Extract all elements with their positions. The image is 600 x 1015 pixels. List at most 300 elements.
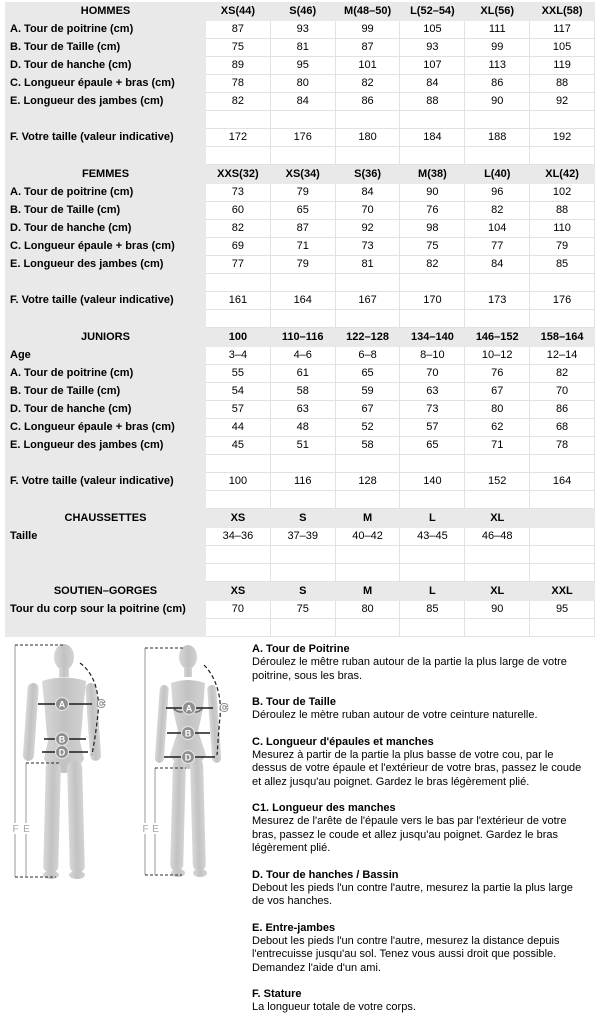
size-table-row (6, 129, 595, 147)
size-table-row (6, 274, 595, 292)
value-cell: 61 (270, 365, 335, 383)
svg-text:C: C (220, 703, 228, 714)
svg-text:A: A (58, 699, 66, 710)
value-cell (400, 491, 465, 509)
size-header-cell: M(48–50) (335, 3, 400, 21)
size-header-cell: S (270, 583, 335, 601)
measurement-figures (0, 641, 252, 896)
value-cell: 48 (270, 419, 335, 437)
size-table-femmes (5, 165, 595, 328)
size-header-cell: XL(42) (530, 166, 595, 184)
size-header-cell: S(46) (270, 3, 335, 21)
value-cell (206, 310, 271, 328)
size-header-cell: XS(34) (270, 166, 335, 184)
size-header-cell: XXL(58) (530, 3, 595, 21)
value-cell: 62 (465, 419, 530, 437)
size-header-cell: XXS(32) (206, 166, 271, 184)
value-cell (465, 564, 530, 582)
value-cell (465, 111, 530, 129)
size-table-row (6, 383, 595, 401)
value-cell: 99 (335, 21, 400, 39)
value-cell: 69 (206, 238, 271, 256)
size-header-cell: 134–140 (400, 329, 465, 347)
value-cell: 8–10 (400, 347, 465, 365)
value-cell: 65 (270, 202, 335, 220)
value-cell: 67 (335, 401, 400, 419)
value-cell: 54 (206, 383, 271, 401)
value-cell: 102 (530, 184, 595, 202)
value-cell: 170 (400, 292, 465, 310)
size-table-row (6, 564, 595, 582)
size-table-header-row (6, 3, 595, 21)
value-cell: 80 (335, 601, 400, 619)
size-table-row (6, 202, 595, 220)
row-label-cell: Taille (6, 528, 206, 546)
value-cell: 128 (335, 473, 400, 491)
value-cell (530, 564, 595, 582)
value-cell: 78 (206, 75, 271, 93)
value-cell: 80 (465, 401, 530, 419)
value-cell: 172 (206, 129, 271, 147)
value-cell (335, 455, 400, 473)
size-header-cell: S (270, 510, 335, 528)
instruction-title: A. Tour de Poitrine (252, 643, 350, 655)
value-cell: 73 (400, 401, 465, 419)
row-label-cell: E. Longueur des jambes (cm) (6, 256, 206, 274)
size-header-cell: L (400, 510, 465, 528)
value-cell: 93 (400, 39, 465, 57)
value-cell: 67 (465, 383, 530, 401)
size-header-cell (530, 510, 595, 528)
value-cell: 51 (270, 437, 335, 455)
value-cell: 88 (400, 93, 465, 111)
value-cell: 81 (335, 256, 400, 274)
value-cell: 4–6 (270, 347, 335, 365)
size-table-row (6, 57, 595, 75)
value-cell: 59 (335, 383, 400, 401)
value-cell: 6–8 (335, 347, 400, 365)
value-cell (206, 564, 271, 582)
size-table-row (6, 21, 595, 39)
table-title-cell: FEMMES (6, 166, 206, 184)
value-cell: 58 (335, 437, 400, 455)
row-label-cell: E. Longueur des jambes (cm) (6, 437, 206, 455)
size-table-soutien-gorges (5, 582, 595, 637)
value-cell (530, 491, 595, 509)
value-cell: 98 (400, 220, 465, 238)
value-cell: 99 (465, 39, 530, 57)
size-table-row (6, 75, 595, 93)
value-cell (270, 491, 335, 509)
value-cell: 43–45 (400, 528, 465, 546)
size-header-cell: XS (206, 583, 271, 601)
size-header-cell: M(38) (400, 166, 465, 184)
size-table-row (6, 365, 595, 383)
value-cell: 76 (465, 365, 530, 383)
value-cell: 90 (465, 601, 530, 619)
value-cell: 65 (335, 365, 400, 383)
value-cell (530, 274, 595, 292)
row-label-cell: F. Votre taille (valeur indicative) (6, 129, 206, 147)
row-label-cell (6, 111, 206, 129)
row-label-cell (6, 546, 206, 564)
value-cell (335, 147, 400, 165)
value-cell: 57 (206, 401, 271, 419)
value-cell: 92 (530, 93, 595, 111)
value-cell (335, 111, 400, 129)
size-table-header-row (6, 329, 595, 347)
svg-text:D: D (184, 752, 192, 763)
svg-text:C: C (97, 699, 105, 710)
value-cell (400, 147, 465, 165)
size-header-cell: 100 (206, 329, 271, 347)
svg-text:F: F (12, 824, 19, 835)
value-cell: 92 (335, 220, 400, 238)
table-title-cell: SOUTIEN–GORGES (6, 583, 206, 601)
svg-text:D: D (58, 747, 66, 758)
value-cell: 71 (465, 437, 530, 455)
value-cell: 173 (465, 292, 530, 310)
value-cell: 184 (400, 129, 465, 147)
size-header-cell: 146–152 (465, 329, 530, 347)
value-cell (206, 619, 271, 637)
size-table-row (6, 419, 595, 437)
value-cell (335, 491, 400, 509)
value-cell: 176 (270, 129, 335, 147)
size-table-row (6, 437, 595, 455)
row-label-cell (6, 455, 206, 473)
value-cell: 44 (206, 419, 271, 437)
row-label-cell: C. Longueur épaule + bras (cm) (6, 419, 206, 437)
size-header-cell: L(52–54) (400, 3, 465, 21)
value-cell: 78 (530, 437, 595, 455)
value-cell (270, 310, 335, 328)
value-cell: 70 (530, 383, 595, 401)
value-cell (465, 274, 530, 292)
size-table-row (6, 528, 595, 546)
size-header-cell: XS (206, 510, 271, 528)
value-cell: 80 (270, 75, 335, 93)
value-cell (400, 546, 465, 564)
size-header-cell: S(36) (335, 166, 400, 184)
row-label-cell (6, 619, 206, 637)
instruction-body: Déroulez le mêtre ruban autour de la partie la plus large de votre poitrine, sous les bras. (252, 656, 567, 682)
size-table-row (6, 401, 595, 419)
table-title-cell: CHAUSSETTES (6, 510, 206, 528)
value-cell: 73 (206, 184, 271, 202)
instruction-title: C. Longueur d'épaules et manches (252, 735, 434, 748)
value-cell: 90 (465, 93, 530, 111)
value-cell: 58 (270, 383, 335, 401)
value-cell (270, 619, 335, 637)
value-cell: 90 (400, 184, 465, 202)
value-cell: 40–42 (335, 528, 400, 546)
row-label-cell: D. Tour de hanche (cm) (6, 401, 206, 419)
instruction-title: B. Tour de Taille (252, 696, 336, 708)
value-cell: 86 (335, 93, 400, 111)
value-cell: 113 (465, 57, 530, 75)
size-table-row (6, 546, 595, 564)
value-cell (400, 619, 465, 637)
value-cell: 71 (270, 238, 335, 256)
value-cell (465, 619, 530, 637)
male-silhouette (23, 644, 105, 879)
value-cell (530, 310, 595, 328)
size-table-hommes (5, 2, 595, 165)
instruction-body: La longueur totale de votre corps. (252, 1001, 416, 1013)
value-cell: 88 (530, 202, 595, 220)
value-cell: 111 (465, 21, 530, 39)
value-cell (270, 546, 335, 564)
value-cell (465, 310, 530, 328)
size-header-cell: XXL (530, 583, 595, 601)
value-cell: 63 (270, 401, 335, 419)
value-cell: 93 (270, 21, 335, 39)
value-cell (530, 528, 595, 546)
value-cell: 84 (465, 256, 530, 274)
value-cell: 76 (400, 202, 465, 220)
value-cell: 105 (530, 39, 595, 57)
value-cell: 164 (530, 473, 595, 491)
size-table-juniors (5, 328, 595, 509)
instruction-title: F. Stature (252, 988, 302, 1000)
value-cell (465, 491, 530, 509)
value-cell (335, 619, 400, 637)
value-cell (335, 546, 400, 564)
value-cell (270, 147, 335, 165)
size-header-cell: L (400, 583, 465, 601)
value-cell: 104 (465, 220, 530, 238)
row-label-cell: A. Tour de poitrine (cm) (6, 365, 206, 383)
svg-text:B: B (184, 728, 192, 739)
size-table-chaussettes (5, 509, 595, 582)
value-cell (335, 564, 400, 582)
value-cell (206, 147, 271, 165)
row-label-cell: A. Tour de poitrine (cm) (6, 184, 206, 202)
value-cell: 85 (530, 256, 595, 274)
svg-text:E: E (23, 824, 30, 835)
value-cell: 70 (206, 601, 271, 619)
row-label-cell: B. Tour de Taille (cm) (6, 39, 206, 57)
value-cell (270, 455, 335, 473)
value-cell: 84 (270, 93, 335, 111)
value-cell: 73 (335, 238, 400, 256)
size-table-row (6, 256, 595, 274)
value-cell: 88 (530, 75, 595, 93)
value-cell (335, 310, 400, 328)
value-cell: 192 (530, 129, 595, 147)
row-label-cell: E. Longueur des jambes (cm) (6, 93, 206, 111)
value-cell: 161 (206, 292, 271, 310)
value-cell: 110 (530, 220, 595, 238)
value-cell: 79 (530, 238, 595, 256)
row-label-cell: Tour du corp sour la poitrine (cm) (6, 601, 206, 619)
value-cell: 84 (335, 184, 400, 202)
instruction-body: Mesurez de l'arête de l'épaule vers le bas par l'extérieur de votre bras, passez le coude et allez jusqu'au poignet. Gardez le bras légèrement plié. (252, 815, 567, 854)
value-cell: 100 (206, 473, 271, 491)
value-cell: 116 (270, 473, 335, 491)
instruction-title: C1. Longueur des manches (252, 802, 396, 814)
value-cell: 119 (530, 57, 595, 75)
female-waist-line-B (167, 727, 210, 740)
value-cell: 82 (206, 93, 271, 111)
size-header-cell: L(40) (465, 166, 530, 184)
table-title-cell: JUNIORS (6, 329, 206, 347)
value-cell: 77 (465, 238, 530, 256)
size-table-row (6, 455, 595, 473)
male-figure-diagram (4, 641, 120, 891)
row-label-cell: C. Longueur épaule + bras (cm) (6, 238, 206, 256)
size-table-row (6, 310, 595, 328)
value-cell: 52 (335, 419, 400, 437)
size-header-cell: M (335, 583, 400, 601)
value-cell: 70 (400, 365, 465, 383)
value-cell (400, 274, 465, 292)
size-table-row (6, 147, 595, 165)
row-label-cell (6, 147, 206, 165)
svg-text:E: E (152, 824, 159, 835)
size-table-header-row (6, 583, 595, 601)
size-header-cell: 158–164 (530, 329, 595, 347)
size-header-cell: XL (465, 583, 530, 601)
value-cell: 89 (206, 57, 271, 75)
value-cell: 45 (206, 437, 271, 455)
value-cell: 82 (206, 220, 271, 238)
value-cell: 107 (400, 57, 465, 75)
size-table-header-row (6, 166, 595, 184)
size-header-cell: XS(44) (206, 3, 271, 21)
value-cell (465, 147, 530, 165)
value-cell: 81 (270, 39, 335, 57)
value-cell (530, 546, 595, 564)
size-table-row (6, 491, 595, 509)
size-header-cell: 122–128 (335, 329, 400, 347)
value-cell: 188 (465, 129, 530, 147)
instruction-body: Mesurez à partir de la partie la plus basse de votre cou, par le dessus de votre épaule et l'extérieur de votre bras, passez le coude et allez jusqu'au poignet. Gardez le bras légèrement plié. (252, 748, 582, 788)
value-cell: 68 (530, 419, 595, 437)
svg-text:F: F (142, 824, 149, 835)
value-cell: 84 (400, 75, 465, 93)
value-cell: 79 (270, 184, 335, 202)
size-table-row (6, 220, 595, 238)
value-cell: 10–12 (465, 347, 530, 365)
value-cell: 75 (400, 238, 465, 256)
value-cell: 86 (530, 401, 595, 419)
value-cell: 75 (206, 39, 271, 57)
size-table-row (6, 238, 595, 256)
value-cell: 96 (465, 184, 530, 202)
value-cell (206, 455, 271, 473)
instruction-title: E. Entre-jambes (252, 921, 336, 934)
value-cell: 75 (270, 601, 335, 619)
value-cell (206, 491, 271, 509)
svg-text:B: B (58, 734, 66, 745)
row-label-cell: C. Longueur épaule + bras (cm) (6, 75, 206, 93)
value-cell (206, 546, 271, 564)
size-table-row (6, 292, 595, 310)
row-label-cell: D. Tour de hanche (cm) (6, 220, 206, 238)
row-label-cell: F. Votre taille (valeur indicative) (6, 473, 206, 491)
row-label-cell (6, 491, 206, 509)
value-cell: 180 (335, 129, 400, 147)
row-label-cell: B. Tour de Taille (cm) (6, 202, 206, 220)
value-cell: 82 (335, 75, 400, 93)
value-cell: 63 (400, 383, 465, 401)
value-cell: 60 (206, 202, 271, 220)
value-cell: 70 (335, 202, 400, 220)
instruction-title: D. Tour de hanches / Bassin (252, 868, 399, 881)
value-cell: 46–48 (465, 528, 530, 546)
value-cell (465, 546, 530, 564)
value-cell: 87 (270, 220, 335, 238)
value-cell: 86 (465, 75, 530, 93)
value-cell: 164 (270, 292, 335, 310)
size-table-row (6, 619, 595, 637)
table-title-cell: HOMMES (6, 3, 206, 21)
value-cell: 34–36 (206, 528, 271, 546)
instruction-body: Déroulez le mètre ruban autour de votre ceinture naturelle. (252, 709, 538, 721)
row-label-cell (6, 274, 206, 292)
value-cell: 82 (400, 256, 465, 274)
value-cell: 105 (400, 21, 465, 39)
svg-text:A: A (185, 703, 193, 714)
value-cell (465, 455, 530, 473)
value-cell: 3–4 (206, 347, 271, 365)
value-cell (530, 111, 595, 129)
row-label-cell: F. Votre taille (valeur indicative) (6, 292, 206, 310)
value-cell (400, 111, 465, 129)
value-cell: 79 (270, 256, 335, 274)
value-cell: 82 (465, 202, 530, 220)
size-header-cell: M (335, 510, 400, 528)
value-cell (270, 111, 335, 129)
value-cell: 82 (530, 365, 595, 383)
size-table-row (6, 473, 595, 491)
size-table-row (6, 601, 595, 619)
measurement-section (0, 641, 600, 1015)
row-label-cell (6, 310, 206, 328)
instruction-body: Debout les pieds l'un contre l'autre, mesurez la partie la plus large de vos hanches. (252, 881, 573, 907)
instruction-body: Debout les pieds l'un contre l'autre, mesurez la distance depuis l'entrecuisse jusqu'au sol. Tenez vous aussi droit que possible. Demandez l'aide d'un ami. (252, 934, 560, 974)
size-header-cell: XL (465, 510, 530, 528)
value-cell: 37–39 (270, 528, 335, 546)
value-cell (530, 147, 595, 165)
value-cell (530, 455, 595, 473)
row-label-cell (6, 564, 206, 582)
value-cell: 65 (400, 437, 465, 455)
value-cell: 117 (530, 21, 595, 39)
size-header-cell: 110–116 (270, 329, 335, 347)
size-table-row (6, 93, 595, 111)
size-header-cell: XL(56) (465, 3, 530, 21)
row-label-cell: B. Tour de Taille (cm) (6, 383, 206, 401)
value-cell: 87 (206, 21, 271, 39)
value-cell (335, 274, 400, 292)
value-cell: 101 (335, 57, 400, 75)
value-cell (206, 111, 271, 129)
row-label-cell: Age (6, 347, 206, 365)
value-cell: 87 (335, 39, 400, 57)
value-cell: 77 (206, 256, 271, 274)
value-cell: 12–14 (530, 347, 595, 365)
value-cell: 57 (400, 419, 465, 437)
row-label-cell: A. Tour de poitrine (cm) (6, 21, 206, 39)
value-cell (206, 274, 271, 292)
size-table-row (6, 184, 595, 202)
value-cell: 85 (400, 601, 465, 619)
value-cell: 95 (270, 57, 335, 75)
value-cell (400, 455, 465, 473)
